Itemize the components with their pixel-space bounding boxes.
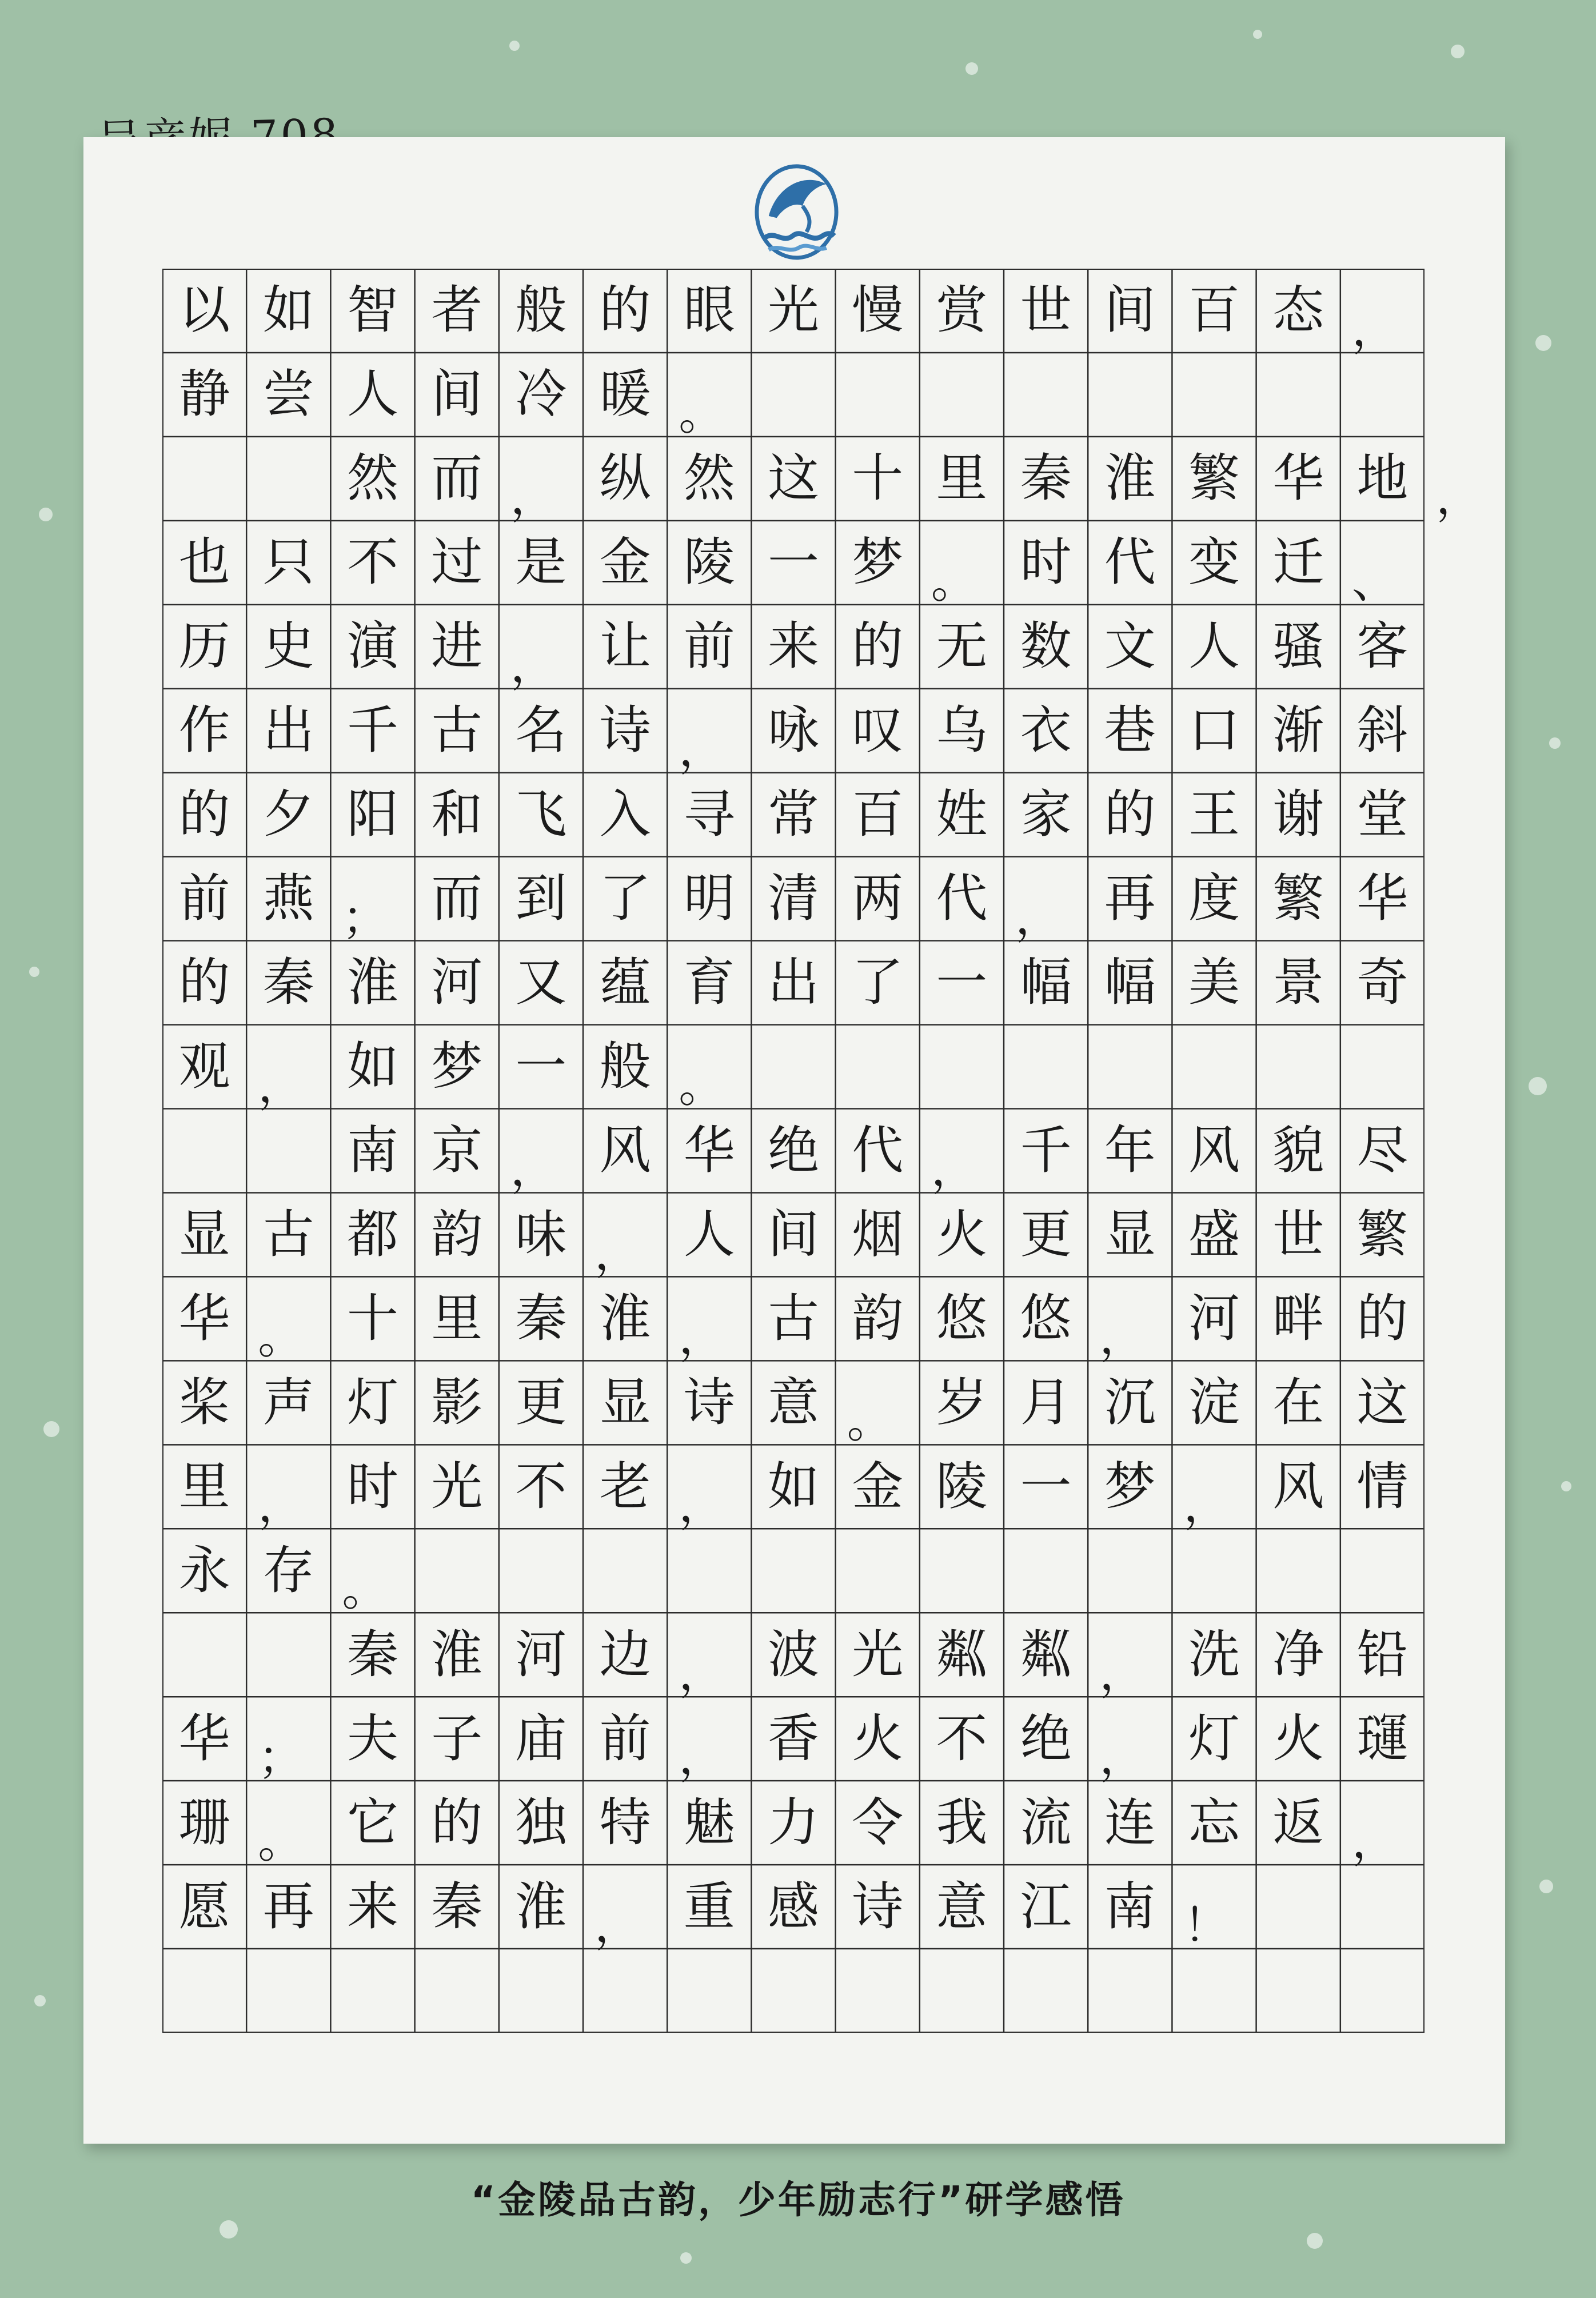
grid-char: 代 xyxy=(936,868,988,929)
grid-char: 古 xyxy=(431,700,483,761)
grid-char: 代 xyxy=(1104,532,1156,593)
grid-char: 特 xyxy=(599,1792,651,1853)
grid-char: 子 xyxy=(431,1708,483,1769)
grid-char: 不 xyxy=(515,1456,567,1517)
grid-char: 绝 xyxy=(1020,1708,1072,1769)
grid-char: 畔 xyxy=(1272,1288,1324,1349)
grid-char: 繁 xyxy=(1188,448,1240,509)
grid-char: 度 xyxy=(1188,868,1240,929)
grid-char: 独 xyxy=(515,1792,567,1853)
grid-char: 它 xyxy=(346,1792,398,1853)
grid-char: 也 xyxy=(178,532,230,593)
footer-caption: “金陵品古韵，少年励志行”研学感悟 xyxy=(470,2178,1126,2222)
grid-char: 秦 xyxy=(346,1624,398,1685)
grid-char: 十 xyxy=(346,1288,398,1349)
grid-char: 感 xyxy=(767,1876,819,1937)
grid-char: 明 xyxy=(683,868,735,929)
grid-char: 京 xyxy=(431,1120,483,1180)
grid-char: ， xyxy=(679,1311,725,1365)
grid-char: 出 xyxy=(767,952,819,1013)
grid-char: 客 xyxy=(1356,616,1409,677)
grid-char: 秦 xyxy=(1020,448,1072,509)
grid-char: 陵 xyxy=(683,532,735,593)
grid-char: ， xyxy=(931,1143,977,1196)
grid-char: 古 xyxy=(262,1204,314,1264)
grid-char: 般 xyxy=(515,280,567,341)
grid-char: 韵 xyxy=(852,1288,904,1349)
grid-char: 光 xyxy=(431,1456,483,1517)
grid-char: 十 xyxy=(852,448,904,509)
grid-char: 粼 xyxy=(1020,1624,1072,1685)
grid-char: 流 xyxy=(1020,1792,1072,1853)
grid-char: 风 xyxy=(599,1120,651,1180)
grid-char: 赏 xyxy=(936,280,988,341)
grid-char: 间 xyxy=(767,1204,819,1264)
grid-char: 波 xyxy=(767,1624,819,1685)
grid-char: 前 xyxy=(683,616,735,677)
grid-char: 华 xyxy=(1356,868,1409,929)
grid-char: 更 xyxy=(515,1372,567,1433)
grid-char: 般 xyxy=(599,1036,651,1097)
grid-char: 淮 xyxy=(599,1288,651,1349)
grid-char: 骚 xyxy=(1272,616,1324,677)
grid-char: ， xyxy=(679,1647,725,1701)
grid-char: 河 xyxy=(515,1624,567,1685)
grid-char: 如 xyxy=(346,1036,398,1097)
grid-char: 显 xyxy=(1104,1204,1156,1264)
grid-char: 华 xyxy=(178,1288,230,1349)
grid-char: 阳 xyxy=(346,784,398,845)
grid-char: ！ xyxy=(1183,1899,1230,1953)
grid-char: 金 xyxy=(852,1456,904,1517)
grid-char: 。 xyxy=(258,1311,304,1365)
grid-char: 洗 xyxy=(1188,1624,1240,1685)
grid-char: 乌 xyxy=(936,700,988,761)
grid-char: 意 xyxy=(767,1372,819,1433)
grid-char: ， xyxy=(679,723,725,776)
grid-char: ， xyxy=(679,1731,725,1785)
grid-char: 意 xyxy=(936,1876,988,1937)
grid-char: 诗 xyxy=(599,700,651,761)
grid-char: 美 xyxy=(1188,952,1240,1013)
grid-char: 粼 xyxy=(936,1624,988,1685)
grid-char: 一 xyxy=(767,532,819,593)
grid-char: 无 xyxy=(936,616,988,677)
grid-char: 淮 xyxy=(346,952,398,1013)
grid-char: 令 xyxy=(852,1792,904,1853)
writing-grid xyxy=(162,269,1482,2033)
grid-char: ， xyxy=(1099,1647,1146,1701)
grid-char: ； xyxy=(258,1731,304,1785)
grid-char: 华 xyxy=(178,1708,230,1769)
grid-char: 文 xyxy=(1104,616,1156,677)
grid-char: 灯 xyxy=(1188,1708,1240,1769)
grid-char: 常 xyxy=(767,784,819,845)
grid-char: 繁 xyxy=(1272,868,1324,929)
grid-char: 静 xyxy=(178,364,230,425)
grid-char: 诗 xyxy=(852,1876,904,1937)
grid-char: ， xyxy=(594,1227,640,1280)
grid-char: 愿 xyxy=(178,1876,230,1937)
grid-char: 过 xyxy=(431,532,483,593)
grid-char: 清 xyxy=(767,868,819,929)
grid-char: 风 xyxy=(1188,1120,1240,1180)
grid-char: 古 xyxy=(767,1288,819,1349)
grid-char: 飞 xyxy=(515,784,567,845)
grid-char: 桨 xyxy=(178,1372,230,1433)
grid-char: 烟 xyxy=(852,1204,904,1264)
grid-char: 育 xyxy=(683,952,735,1013)
grid-char: 都 xyxy=(346,1204,398,1264)
grid-char: 谢 xyxy=(1272,784,1324,845)
grid-char: 人 xyxy=(683,1204,735,1264)
grid-char: 尝 xyxy=(262,364,314,425)
grid-char: 历 xyxy=(178,616,230,677)
grid-char: 而 xyxy=(431,868,483,929)
grid-char: 火 xyxy=(936,1204,988,1264)
grid-char: 让 xyxy=(599,616,651,677)
grid-char: 风 xyxy=(1272,1456,1324,1517)
grid-char: 了 xyxy=(599,868,651,929)
grid-char: 秦 xyxy=(262,952,314,1013)
grid-char: 的 xyxy=(431,1792,483,1853)
grid-char: 华 xyxy=(683,1120,735,1180)
grid-char: 显 xyxy=(599,1372,651,1433)
grid-char: 灯 xyxy=(346,1372,398,1433)
grid-char: 河 xyxy=(431,952,483,1013)
grid-char: 声 xyxy=(262,1372,314,1433)
grid-char: 两 xyxy=(852,868,904,929)
grid-char: 这 xyxy=(1356,1372,1409,1433)
grid-char: 智 xyxy=(346,280,398,341)
grid-char: 返 xyxy=(1272,1792,1324,1853)
grid-char: 绝 xyxy=(767,1120,819,1180)
grid-char: 永 xyxy=(178,1540,230,1601)
grid-char: 态 xyxy=(1272,280,1324,341)
grid-char: 岁 xyxy=(936,1372,988,1433)
grid-char: 老 xyxy=(599,1456,651,1517)
dolphin-logo-icon xyxy=(747,154,847,269)
grid-char: 光 xyxy=(767,280,819,341)
grid-char: 如 xyxy=(767,1456,819,1517)
grid-char: 再 xyxy=(262,1876,314,1937)
grid-char: 时 xyxy=(1020,532,1072,593)
grid-char: 。 xyxy=(342,1563,388,1617)
grid-char: 秦 xyxy=(515,1288,567,1349)
grid-char: 。 xyxy=(931,554,977,608)
grid-char: 淮 xyxy=(1104,448,1156,509)
grid-char: 诗 xyxy=(683,1372,735,1433)
grid-char: ， xyxy=(510,470,556,524)
grid-char: 纵 xyxy=(599,448,651,509)
grid-char: 到 xyxy=(515,868,567,929)
grid-char: 口 xyxy=(1188,700,1240,761)
grid-char: 而 xyxy=(431,448,483,509)
grid-char: 慢 xyxy=(852,280,904,341)
grid-char: 寻 xyxy=(683,784,735,845)
grid-char: ； xyxy=(342,891,388,944)
grid-char: 存 xyxy=(262,1540,314,1601)
grid-char: 时 xyxy=(346,1456,398,1517)
grid-char: 幅 xyxy=(1020,952,1072,1013)
grid-char: 梦 xyxy=(1104,1456,1156,1517)
grid-char: 景 xyxy=(1272,952,1324,1013)
grid-char: 。 xyxy=(679,1059,725,1112)
grid-char: 、 xyxy=(1351,554,1398,608)
grid-char: 香 xyxy=(767,1708,819,1769)
grid-char: ， xyxy=(1015,891,1061,944)
grid-char: 又 xyxy=(515,952,567,1013)
grid-char: 影 xyxy=(431,1372,483,1433)
grid-char: 然 xyxy=(346,448,398,509)
grid-char: 数 xyxy=(1020,616,1072,677)
grid-char: 净 xyxy=(1272,1624,1324,1685)
grid-char: 韵 xyxy=(431,1204,483,1264)
grid-char: 梦 xyxy=(431,1036,483,1097)
grid-char: 演 xyxy=(346,616,398,677)
grid-char: 里 xyxy=(936,448,988,509)
grid-char: 家 xyxy=(1020,784,1072,845)
grid-char: 力 xyxy=(767,1792,819,1853)
grid-char: 的 xyxy=(599,280,651,341)
grid-char: 更 xyxy=(1020,1204,1072,1264)
grid-char: 夫 xyxy=(346,1708,398,1769)
grid-char: 来 xyxy=(346,1876,398,1937)
grid-char: 观 xyxy=(178,1036,230,1097)
grid-char: 显 xyxy=(178,1204,230,1264)
grid-char: 世 xyxy=(1020,280,1072,341)
grid-char: 火 xyxy=(1272,1708,1324,1769)
grid-char: 人 xyxy=(346,364,398,425)
grid-char: 渐 xyxy=(1272,700,1324,761)
grid-char: 前 xyxy=(599,1708,651,1769)
grid-char: 再 xyxy=(1104,868,1156,929)
grid-char: 入 xyxy=(599,784,651,845)
grid-char: ， xyxy=(258,1059,304,1112)
grid-char: 的 xyxy=(1104,784,1156,845)
grid-char: 地 xyxy=(1356,448,1409,509)
grid-char: 是 xyxy=(515,532,567,593)
grid-char: 在 xyxy=(1272,1372,1324,1433)
grid-char: ， xyxy=(1436,470,1482,524)
grid-char: 然 xyxy=(683,448,735,509)
grid-char: 淀 xyxy=(1188,1372,1240,1433)
grid-char: 庙 xyxy=(515,1708,567,1769)
grid-char: ， xyxy=(594,1899,640,1953)
grid-char: 只 xyxy=(262,532,314,593)
grid-char: 的 xyxy=(1356,1288,1409,1349)
grid-char: 我 xyxy=(936,1792,988,1853)
grid-char: ， xyxy=(1099,1731,1146,1785)
grid-char: 悠 xyxy=(936,1288,988,1349)
grid-char: 璭 xyxy=(1356,1708,1409,1769)
grid-char: 叹 xyxy=(852,700,904,761)
grid-char: 南 xyxy=(346,1120,398,1180)
grid-char: ， xyxy=(510,1143,556,1196)
grid-char: 忘 xyxy=(1188,1792,1240,1853)
grid-char: 尽 xyxy=(1356,1120,1409,1180)
grid-char: 王 xyxy=(1188,784,1240,845)
grid-char: 了 xyxy=(852,952,904,1013)
grid-char: 华 xyxy=(1272,448,1324,509)
grid-char: ， xyxy=(1351,302,1398,356)
grid-char: 连 xyxy=(1104,1792,1156,1853)
grid-char: 金 xyxy=(599,532,651,593)
grid-char: 间 xyxy=(1104,280,1156,341)
grid-char: 繁 xyxy=(1356,1204,1409,1264)
manuscript-paper xyxy=(83,137,1505,2144)
grid-char: 间 xyxy=(431,364,483,425)
grid-char: 珊 xyxy=(178,1792,230,1853)
grid-char: 千 xyxy=(1020,1120,1072,1180)
grid-char: 千 xyxy=(346,700,398,761)
grid-char: 江 xyxy=(1020,1876,1072,1937)
grid-char: 姓 xyxy=(936,784,988,845)
grid-char: 幅 xyxy=(1104,952,1156,1013)
grid-char: 的 xyxy=(852,616,904,677)
grid-char: 光 xyxy=(852,1624,904,1685)
grid-char: 铅 xyxy=(1356,1624,1409,1685)
grid-char: 里 xyxy=(178,1456,230,1517)
grid-char: 月 xyxy=(1020,1372,1072,1433)
grid-char: 进 xyxy=(431,616,483,677)
grid-char: 奇 xyxy=(1356,952,1409,1013)
grid-char: 的 xyxy=(178,784,230,845)
grid-char: 重 xyxy=(683,1876,735,1937)
grid-char: 世 xyxy=(1272,1204,1324,1264)
grid-char: 燕 xyxy=(262,868,314,929)
grid-char: 一 xyxy=(515,1036,567,1097)
grid-char: 一 xyxy=(936,952,988,1013)
grid-char: 的 xyxy=(178,952,230,1013)
grid-char: 秦 xyxy=(431,1876,483,1937)
grid-row xyxy=(162,1949,1425,2033)
grid-char: ， xyxy=(679,1479,725,1533)
grid-char: 百 xyxy=(852,784,904,845)
grid-char: 咏 xyxy=(767,700,819,761)
grid-char: 沉 xyxy=(1104,1372,1156,1433)
grid-char: 南 xyxy=(1104,1876,1156,1937)
grid-char: 前 xyxy=(178,868,230,929)
grid-char: 者 xyxy=(431,280,483,341)
grid-char: 一 xyxy=(1020,1456,1072,1517)
grid-char: 。 xyxy=(679,386,725,440)
grid-char: 盛 xyxy=(1188,1204,1240,1264)
grid-char: 堂 xyxy=(1356,784,1409,845)
grid-char: 夕 xyxy=(262,784,314,845)
grid-char: 。 xyxy=(258,1815,304,1869)
grid-char: ， xyxy=(1183,1479,1230,1533)
grid-char: 出 xyxy=(262,700,314,761)
grid-char: 史 xyxy=(262,616,314,677)
grid-char: 眼 xyxy=(683,280,735,341)
grid-char: 迁 xyxy=(1272,532,1324,593)
grid-char: 年 xyxy=(1104,1120,1156,1180)
grid-char: 暖 xyxy=(599,364,651,425)
grid-char: 陵 xyxy=(936,1456,988,1517)
grid-char: 不 xyxy=(346,532,398,593)
grid-char: 这 xyxy=(767,448,819,509)
grid-char: 魅 xyxy=(683,1792,735,1853)
essay-text xyxy=(162,269,1482,2033)
grid-char: 来 xyxy=(767,616,819,677)
grid-char: 情 xyxy=(1356,1456,1409,1517)
grid-char: 名 xyxy=(515,700,567,761)
grid-char: 边 xyxy=(599,1624,651,1685)
grid-char: ， xyxy=(258,1479,304,1533)
grid-char: 貌 xyxy=(1272,1120,1324,1180)
grid-char: 巷 xyxy=(1104,700,1156,761)
grid-char: ， xyxy=(1351,1815,1398,1869)
grid-char: 火 xyxy=(852,1708,904,1769)
grid-char: 代 xyxy=(852,1120,904,1180)
grid-char: 人 xyxy=(1188,616,1240,677)
grid-char: 悠 xyxy=(1020,1288,1072,1349)
grid-char: 不 xyxy=(936,1708,988,1769)
grid-char: 以 xyxy=(178,280,230,341)
grid-char: 梦 xyxy=(852,532,904,593)
grid-char: 冷 xyxy=(515,364,567,425)
grid-char: 河 xyxy=(1188,1288,1240,1349)
grid-char: 蕴 xyxy=(599,952,651,1013)
grid-char: 如 xyxy=(262,280,314,341)
grid-char: 变 xyxy=(1188,532,1240,593)
grid-char: 里 xyxy=(431,1288,483,1349)
grid-char: 斜 xyxy=(1356,700,1409,761)
grid-char: ， xyxy=(510,639,556,692)
grid-char: 味 xyxy=(515,1204,567,1264)
grid-char: 淮 xyxy=(515,1876,567,1937)
grid-char: 和 xyxy=(431,784,483,845)
grid-char: 衣 xyxy=(1020,700,1072,761)
grid-char: ， xyxy=(1099,1311,1146,1365)
grid-char: 。 xyxy=(847,1395,893,1449)
grid-char: 淮 xyxy=(431,1624,483,1685)
grid-char: 作 xyxy=(178,700,230,761)
grid-char: 百 xyxy=(1188,280,1240,341)
